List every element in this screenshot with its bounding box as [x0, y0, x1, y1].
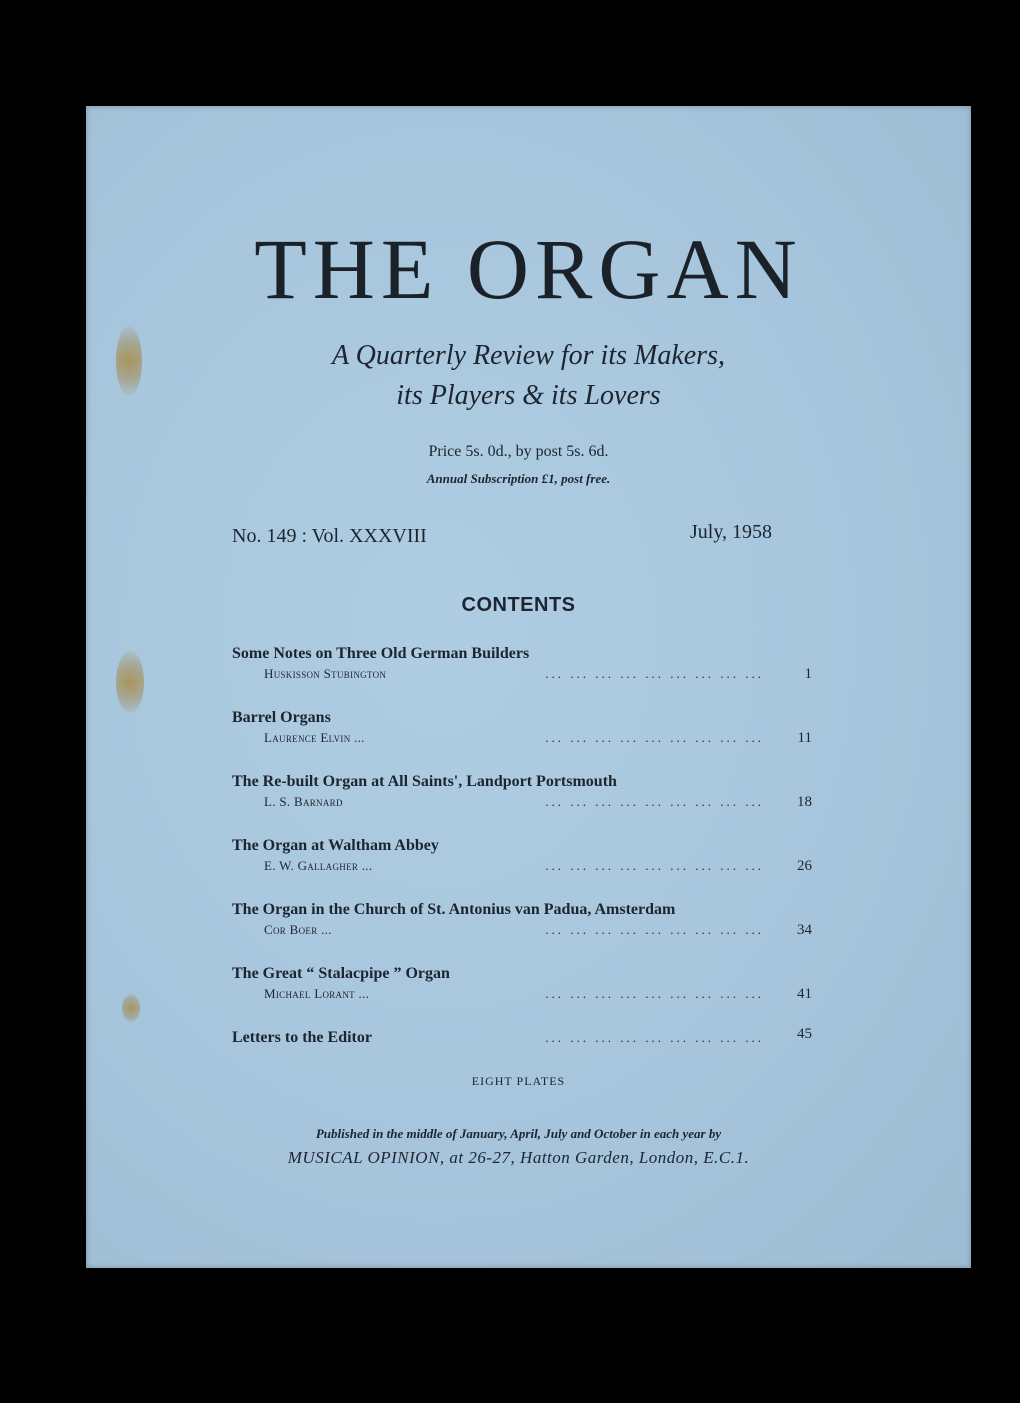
plates-note: EIGHT PLATES — [471, 1074, 566, 1088]
toc-entry-page: 26 — [797, 858, 812, 874]
rust-stain — [116, 651, 144, 713]
subtitle-line-1: A Quarterly Review for its Makers, — [332, 340, 725, 371]
toc-entry-title: Some Notes on Three Old German Builders — [232, 645, 530, 662]
toc-entry-author: Huskisson Stubington — [264, 666, 387, 681]
toc-entry-author: E. W. Gallagher ... — [264, 858, 373, 873]
toc-entry — [232, 964, 812, 1028]
toc-entry-page: 41 — [797, 986, 812, 1002]
toc-entry-page: 11 — [797, 730, 812, 746]
table-of-contents — [232, 644, 812, 1058]
subtitle-line-2: its Players & its Lovers — [396, 380, 661, 411]
toc-entry-title: The Re-built Organ at All Saints', Landport Portsmouth — [232, 773, 617, 790]
toc-entry-author: Laurence Elvin ... — [264, 730, 365, 745]
toc-entry-page: 34 — [797, 922, 812, 938]
toc-leader-dots: ... ... ... ... ... ... ... ... ... — [545, 730, 764, 745]
toc-entry-author: Cor Boer ... — [264, 922, 332, 937]
toc-entry-page: 1 — [804, 666, 812, 682]
toc-leader-dots: ... ... ... ... ... ... ... ... ... — [545, 922, 764, 937]
contents-heading: CONTENTS — [461, 594, 576, 616]
toc-entry-title: The Organ at Waltham Abbey — [232, 837, 439, 854]
price-line: Price 5s. 0d., by post 5s. 6d. — [428, 443, 609, 460]
toc-entry — [232, 772, 812, 836]
toc-entry-letters — [232, 1028, 812, 1058]
toc-entry-author: L. S. Barnard — [264, 794, 343, 809]
publisher-address: MUSICAL OPINION, at 26-27, Hatton Garden, London, E.C.1. — [287, 1148, 750, 1167]
toc-entry-title: The Organ in the Church of St. Antonius van Padua, Amsterdam — [232, 901, 676, 918]
toc-entry-page: 18 — [797, 794, 812, 810]
issue-date: July, 1958 — [690, 521, 773, 543]
issue-number: No. 149 : Vol. XXXVIII — [232, 525, 427, 547]
toc-leader-dots: ... ... ... ... ... ... ... ... ... — [545, 666, 764, 681]
rust-stain — [122, 994, 140, 1022]
toc-entry — [232, 900, 812, 964]
toc-entry-title: Letters to the Editor — [232, 1029, 372, 1046]
toc-leader-dots: ... ... ... ... ... ... ... ... ... — [545, 794, 764, 809]
toc-leader-dots: ... ... ... ... ... ... ... ... ... — [545, 1030, 764, 1045]
toc-entry-author: Michael Lorant ... — [264, 986, 370, 1001]
toc-entry — [232, 836, 812, 900]
toc-leader-dots: ... ... ... ... ... ... ... ... ... — [545, 858, 764, 873]
toc-leader-dots: ... ... ... ... ... ... ... ... ... — [545, 986, 764, 1001]
magazine-title: THE ORGAN — [254, 221, 803, 317]
toc-entry-page: 45 — [797, 1026, 812, 1042]
subscription-line: Annual Subscription £1, post free. — [426, 471, 611, 486]
publication-schedule: Published in the middle of January, April, July and October in each year by — [315, 1126, 722, 1141]
toc-entry-title: Barrel Organs — [232, 709, 331, 726]
toc-entry-title: The Great “ Stalacpipe ” Organ — [232, 965, 450, 982]
toc-entry — [232, 644, 812, 708]
magazine-cover — [86, 106, 971, 1268]
toc-entry — [232, 708, 812, 772]
